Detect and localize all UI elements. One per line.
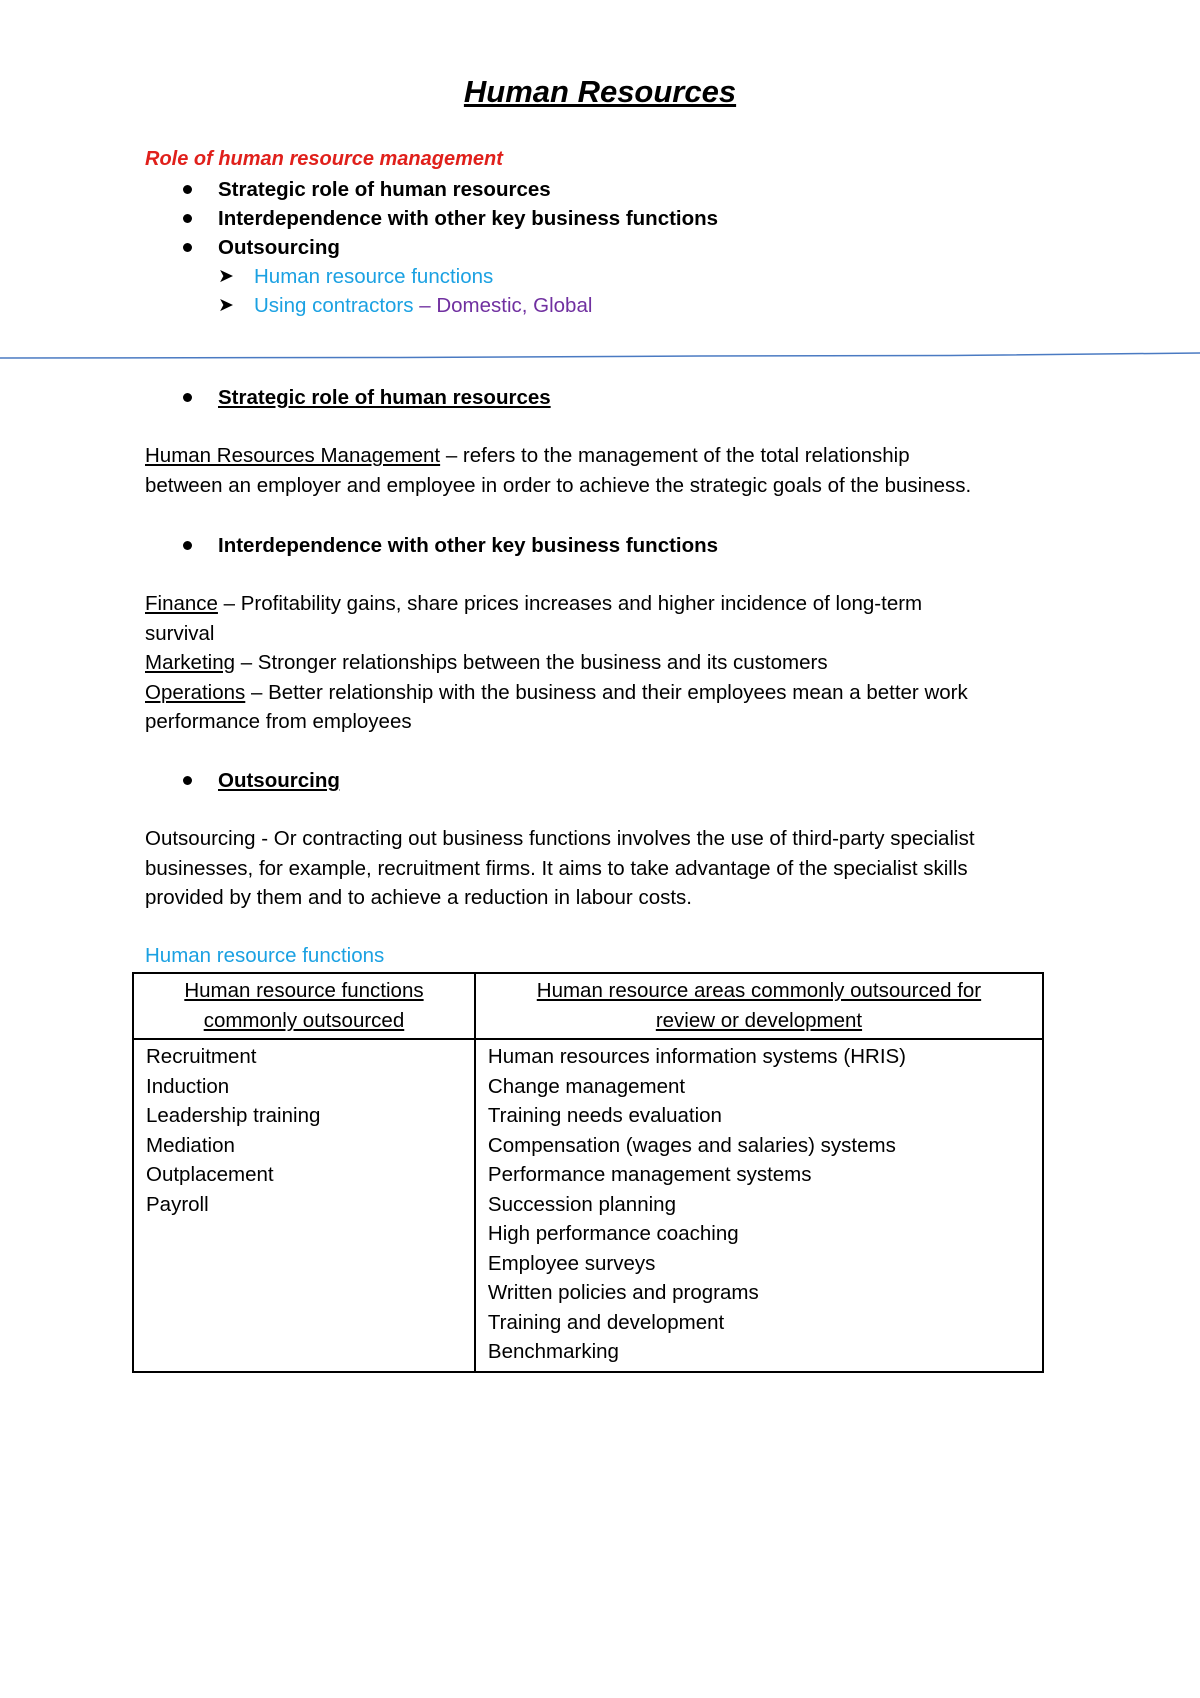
list-item: Compensation (wages and salaries) systems [487, 1133, 896, 1157]
using-contractors-label: Using contractors [254, 294, 414, 317]
header-col1-line2: commonly outsourced [203, 1009, 405, 1032]
outsourcing-line: businesses, for example, recruitment firms. It aims to take advantage of the specialist skills [145, 856, 968, 880]
table-header-row [133, 973, 1043, 1039]
bullet-icon [183, 185, 192, 194]
strategic-definition [145, 441, 1065, 500]
role-heading: Role of human resource management [145, 148, 503, 170]
interdependence-list [145, 589, 1065, 737]
horizontal-divider [0, 352, 1200, 360]
operations-text: – Better relationship with the business and their employees mean a better work [245, 680, 968, 704]
list-item: Written policies and programs [487, 1281, 759, 1304]
bullet-icon [183, 776, 192, 785]
hrm-term: Human Resources Management [145, 444, 441, 467]
finance-text: – Profitability gains, share prices increases and higher incidence of long-term [217, 592, 923, 615]
table-cell-functions [133, 1039, 475, 1372]
interdependence-heading: Interdependence with other key business functions [218, 534, 719, 557]
strategic-heading: Strategic role of human resources [218, 386, 551, 409]
contractors-dash: – [413, 294, 437, 317]
marketing-text: – Stronger relationships between the business and its customers [235, 651, 828, 674]
hr-functions-table [132, 972, 1044, 1373]
bullet-icon [183, 243, 192, 252]
list-item: Recruitment [146, 1045, 257, 1068]
hrm-definition-line2: between an employer and employee in order to achieve the strategic goals of the business. [145, 473, 972, 497]
bullet-icon [183, 214, 192, 223]
arrow-bullet-icon: ➤ [218, 266, 234, 287]
functions-heading: Human resource functions [145, 944, 385, 967]
list-item: Performance management systems [487, 1163, 812, 1186]
list-item: High performance coaching [487, 1222, 739, 1245]
hrm-definition: – refers to the management of the total relationship [440, 444, 910, 467]
interdependence-item-marketing [145, 648, 1065, 678]
list-item: Benchmarking [487, 1340, 619, 1363]
finance-term: Finance [145, 592, 218, 615]
table-header-col2 [475, 973, 1043, 1039]
header-col1-line1: Human resource functions [184, 979, 424, 1002]
outsourcing-line: Outsourcing - Or contracting out business functions involves the use of third-party specialist [145, 827, 975, 850]
marketing-term: Marketing [145, 651, 236, 674]
outsourcing-paragraph [145, 824, 1065, 913]
header-col2-line2: review or development [655, 1009, 863, 1032]
list-item: Training and development [487, 1310, 725, 1334]
list-item: Induction [146, 1074, 230, 1098]
list-item: Mediation [146, 1133, 235, 1157]
table-cell-areas [475, 1039, 1043, 1372]
overview-bullet: Strategic role of human resources [218, 178, 551, 201]
outsourcing-heading: Outsourcing [218, 769, 340, 792]
bullet-icon [183, 393, 192, 402]
operations-text-cont: performance from employees [145, 710, 412, 733]
finance-text-cont: survival [145, 621, 215, 645]
list-item: Succession planning [487, 1192, 676, 1216]
list-item: Employee surveys [487, 1251, 656, 1275]
list-item: Leadership training [146, 1104, 321, 1127]
list-item: Change management [487, 1074, 686, 1098]
subitem-hr-functions: Human resource functions [254, 265, 494, 288]
table-header-col1 [133, 973, 475, 1039]
list-item: Human resources information systems (HRIS) [487, 1045, 907, 1068]
contractors-types: Domestic, Global [436, 294, 593, 317]
list-item: Outplacement [146, 1163, 274, 1186]
overview-bullet: Outsourcing [218, 236, 340, 259]
page-title: Human Resources [463, 74, 737, 109]
bullet-icon [183, 541, 192, 550]
operations-term: Operations [145, 680, 246, 704]
interdependence-item-operations [145, 678, 1065, 737]
subitem-using-contractors [254, 292, 592, 320]
table-row [133, 1039, 1043, 1372]
arrow-bullet-icon: ➤ [218, 295, 234, 316]
list-item: Payroll [146, 1192, 209, 1216]
interdependence-item-finance [145, 589, 1065, 648]
overview-bullet: Interdependence with other key business functions [218, 207, 719, 230]
outsourcing-line: provided by them and to achieve a reduction in labour costs. [145, 886, 692, 909]
header-col2-line1: Human resource areas commonly outsourced for [536, 979, 982, 1002]
list-item: Training needs evaluation [487, 1104, 722, 1127]
